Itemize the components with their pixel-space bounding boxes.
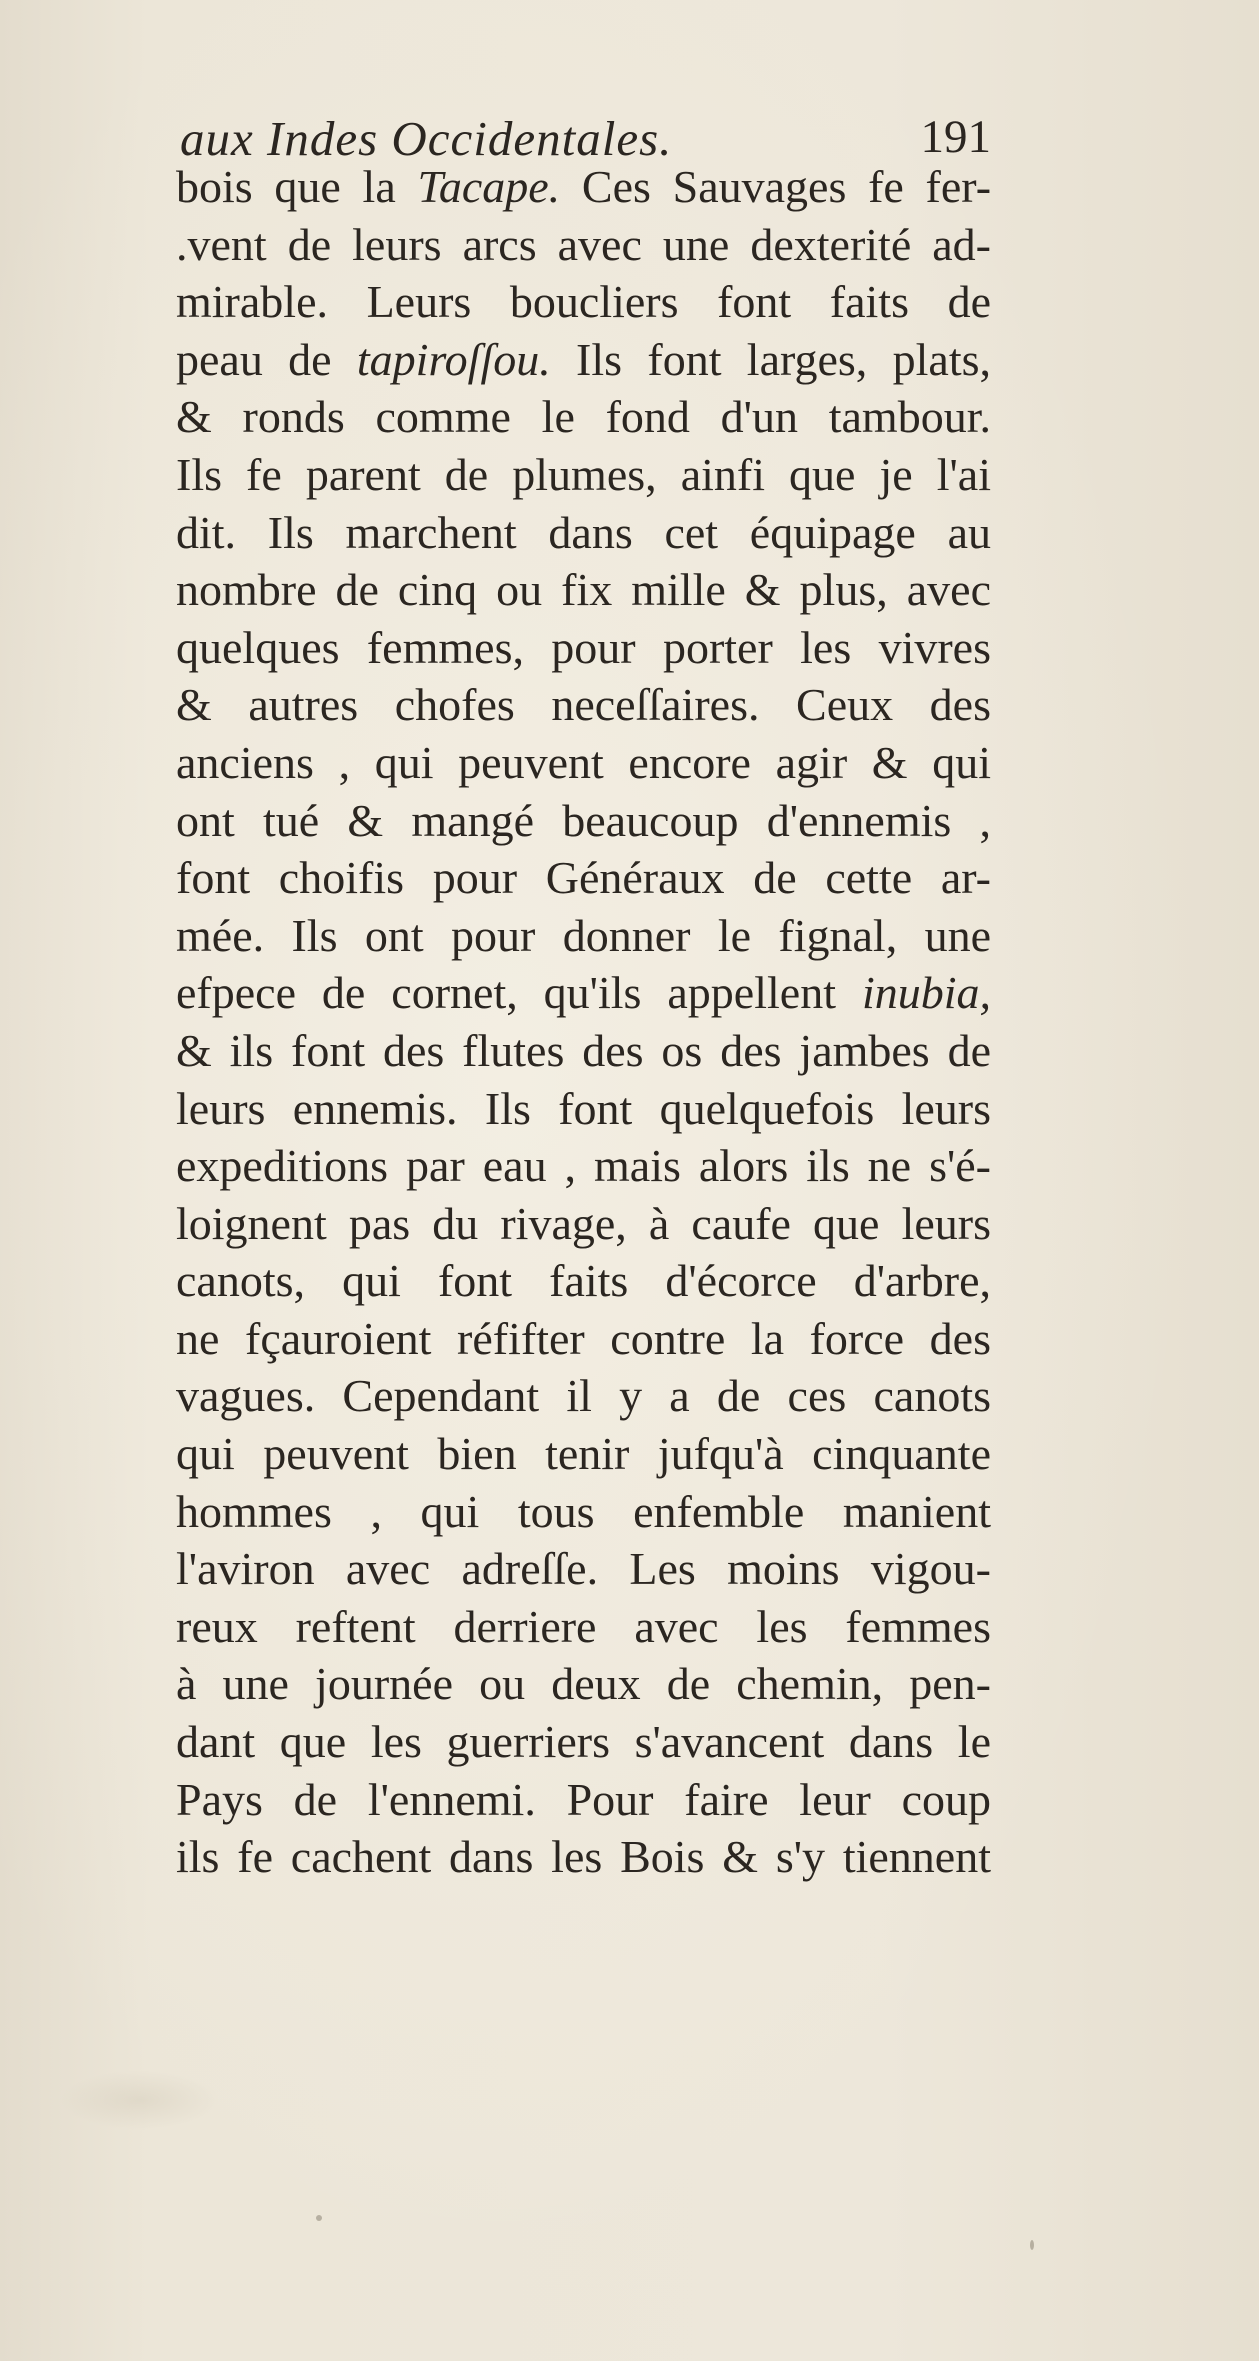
text-line: hommes , qui tous enfemble manient xyxy=(176,1485,991,1537)
italic-word: inubia, xyxy=(861,967,991,1019)
text-line: reux reftent derriere avec les femmes xyxy=(176,1600,991,1652)
body-text xyxy=(176,158,991,1886)
paper-spot xyxy=(316,2215,322,2221)
text-line: dant que les guerriers s'avancent dans le xyxy=(176,1716,991,1768)
text-line: mée. Ils ont pour donner le fignal, une xyxy=(176,909,991,961)
text-line: quelques femmes, pour porter les vivres xyxy=(176,621,991,673)
text-line: ne fçauroient réfifter contre la force des xyxy=(176,1312,991,1364)
text-line: ils fe cachent dans les Bois & s'y tiennent xyxy=(176,1831,991,1883)
text-line: mirable. Leurs boucliers font faits de xyxy=(176,276,991,328)
page-number: 191 xyxy=(920,111,991,163)
text-line: & autres chofes neceſſaires. Ceux des xyxy=(176,679,991,731)
text-line: & ils font des flutes des os des jambes de xyxy=(176,1024,991,1076)
text-line: peau de tapiroſſou. Ils font larges, plats, xyxy=(176,333,991,385)
text-line: loignent pas du rivage, à caufe que leurs xyxy=(176,1197,991,1249)
text-line: .vent de leurs arcs avec une dexterité ad- xyxy=(176,218,991,270)
text-line: nombre de cinq ou fix mille & plus, avec xyxy=(176,564,991,616)
text-line: Ils fe parent de plumes, ainfi que je l'ai xyxy=(176,448,991,500)
text-line: Pays de l'ennemi. Pour faire leur coup xyxy=(176,1773,991,1825)
text-line: expeditions par eau , mais alors ils ne s'é- xyxy=(176,1140,991,1192)
text-line: vagues. Cependant il y a de ces canots xyxy=(176,1370,991,1422)
text-line: ont tué & mangé beaucoup d'ennemis , xyxy=(176,794,991,846)
text-line: font choifis pour Généraux de cette ar- xyxy=(176,852,991,904)
text-line: l'aviron avec adreſſe. Les moins vigou- xyxy=(176,1543,991,1595)
running-title: aux Indes Occidentales. xyxy=(180,111,673,166)
ink-smudge xyxy=(60,2070,220,2130)
text-line: & ronds comme le fond d'un tambour. xyxy=(176,391,991,443)
text-line: efpece de cornet, qu'ils appellent inubia, xyxy=(176,967,991,1019)
paper-spot xyxy=(1030,2240,1034,2250)
text-line: bois que la Tacape. Ces Sauvages fe fer- xyxy=(176,161,992,212)
italic-word: Tacape. xyxy=(417,161,561,212)
text-line: qui peuvent bien tenir jufqu'à cinquante xyxy=(176,1428,991,1480)
text-line: canots, qui font faits d'écorce d'arbre, xyxy=(176,1255,991,1307)
text-line: anciens , qui peuvent encore agir & qui xyxy=(176,736,991,788)
text-line: à une journée ou deux de chemin, pen- xyxy=(176,1658,991,1710)
italic-word: tapiroſſou. xyxy=(356,333,551,385)
text-line: leurs ennemis. Ils font quelquefois leurs xyxy=(176,1082,991,1134)
text-line: dit. Ils marchent dans cet équipage au xyxy=(176,506,991,558)
